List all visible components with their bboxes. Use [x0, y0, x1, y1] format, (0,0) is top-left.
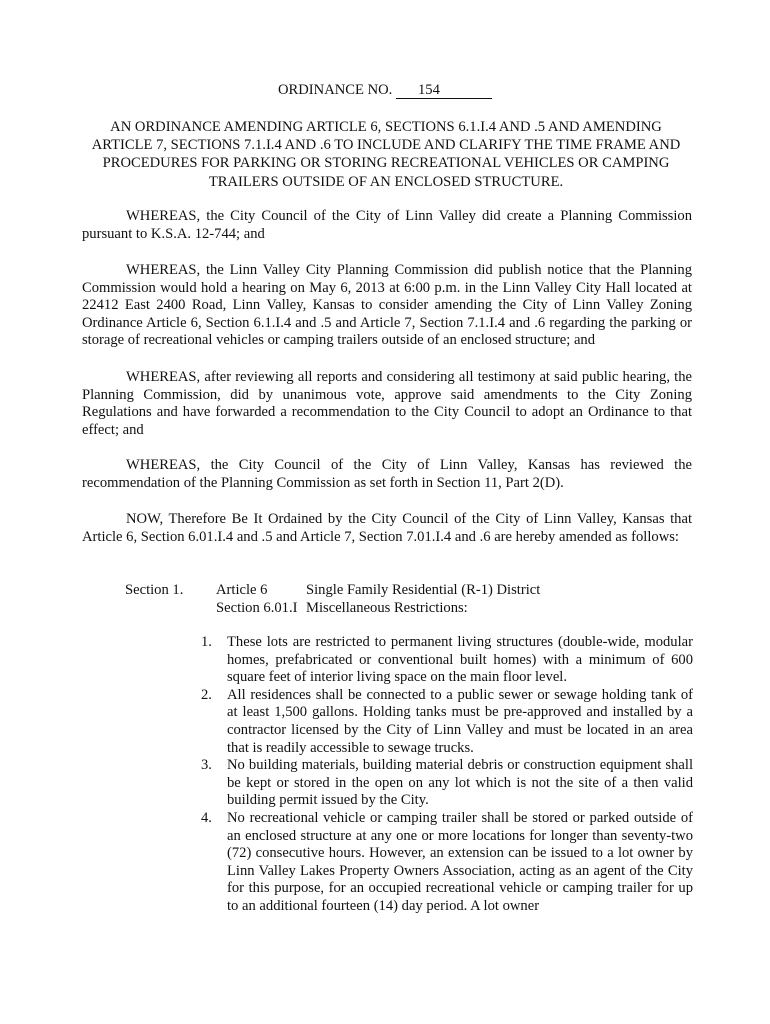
list-item-number: 4. [201, 809, 212, 826]
article-title: Single Family Residential (R-1) District [306, 582, 541, 598]
ordinance-label: ORDINANCE NO. [278, 82, 393, 98]
list-item [201, 757, 693, 810]
list-item-number: 3. [201, 757, 212, 774]
paragraph-text: NOW, Therefore Be It Ordained by the City Council of the City of Linn Valley, Kansas that Article 6, Section 6.01.I.4 and .5 and Article 7, Section 7.01.I.4 and .6 are hereby amended as follows: [82, 511, 692, 545]
list-item-text: No recreational vehicle or camping trailer shall be stored or parked outside of an enclosed structure at any one or more locations for longer than seventy-two (72) consecutive hours. However, an extension can be issued to a lot owner by Linn Valley Lakes Property Owners Association, acting as an agent of the City for this purpose, for an occupied recreational vehicle or camping trailer for up to an additional fourteen (14) day period. A lot owner [227, 809, 693, 914]
list-item-text: All residences shall be connected to a public sewer or sewage holding tank of at least 1,500 gallons. Holding tanks must be pre-approved and installed by a contractor licensed by the City of Linn Valley and must be located in an area that is readily accessible to sewage trucks. [227, 686, 693, 756]
section-header [125, 582, 685, 618]
paragraph-text: WHEREAS, after reviewing all reports and considering all testimony at said public hearing, the Planning Commission, did by unanimous vote, approve said amendments to the City Zoning Regulations and have forwarded a recommendation to the City Council to adopt an Ordinance to that effect; and [82, 369, 692, 438]
whereas-paragraph-4 [82, 457, 692, 492]
list-item-text: No building materials, building material debris or construction equipment shall be kept or stored in the open on any lot which is not the site of a then valid building permit issued by the City. [227, 757, 693, 809]
ordained-paragraph [82, 511, 692, 546]
paragraph-text: WHEREAS, the City Council of the City of Linn Valley did create a Planning Commission pursuant to K.S.A. 12-744; and [82, 208, 692, 242]
section-label: Section 1. [125, 582, 184, 598]
list-item [201, 810, 693, 916]
restrictions-list [201, 634, 693, 916]
whereas-paragraph-2 [82, 262, 692, 350]
whereas-paragraph-1 [82, 208, 692, 243]
list-item-number: 1. [201, 634, 212, 650]
paragraph-text: WHEREAS, the Linn Valley City Planning Commission did publish notice that the Planning Commission would hold a hearing on May 6, 2013 at 6:00 p.m. in the Linn Valley City Hall located at 22412 East 2400 Road, Linn Valley, Kansas to consider amending the City of Linn Valley Zoning Ordinance Article 6, Section 6.1.I.4 and .5 and Article 7, Section 7.1.I.4 and .6 regarding the parking or storage of recreational vehicles or camping trailers outside of an enclosed structure; and [82, 262, 692, 349]
whereas-paragraph-3 [82, 369, 692, 439]
ordinance-heading: AN ORDINANCE AMENDING ARTICLE 6, SECTIONS 6.1.I.4 AND .5 AND AMENDING ARTICLE 7, SECTIONS 7.1.I.4 AND .6 TO INCLUDE AND CLARIFY THE TIME FRAME AND PROCEDURES FOR PARKING OR STORING RECREATIONAL VEHICLES OR CAMPING TRAILERS OUTSIDE OF AN ENCLOSED STRUCTURE. [91, 119, 681, 190]
list-item-number: 2. [201, 686, 212, 703]
article-label: Article 6 [216, 582, 268, 598]
subsection-label: Section 6.01.I [216, 600, 298, 616]
list-item [201, 687, 693, 757]
ordinance-title [0, 82, 770, 100]
ordinance-number: 154 [396, 83, 492, 99]
list-item [201, 634, 693, 687]
subsection-title: Miscellaneous Restrictions: [306, 600, 468, 616]
list-item-text: These lots are restricted to permanent living structures (double-wide, modular homes, prefabricated or conventional built homes) with a minimum of 600 square feet of interior living space on the main floor level. [227, 634, 693, 686]
paragraph-text: WHEREAS, the City Council of the City of Linn Valley, Kansas has reviewed the recommendation of the Planning Commission as set forth in Section 11, Part 2(D). [82, 457, 692, 491]
